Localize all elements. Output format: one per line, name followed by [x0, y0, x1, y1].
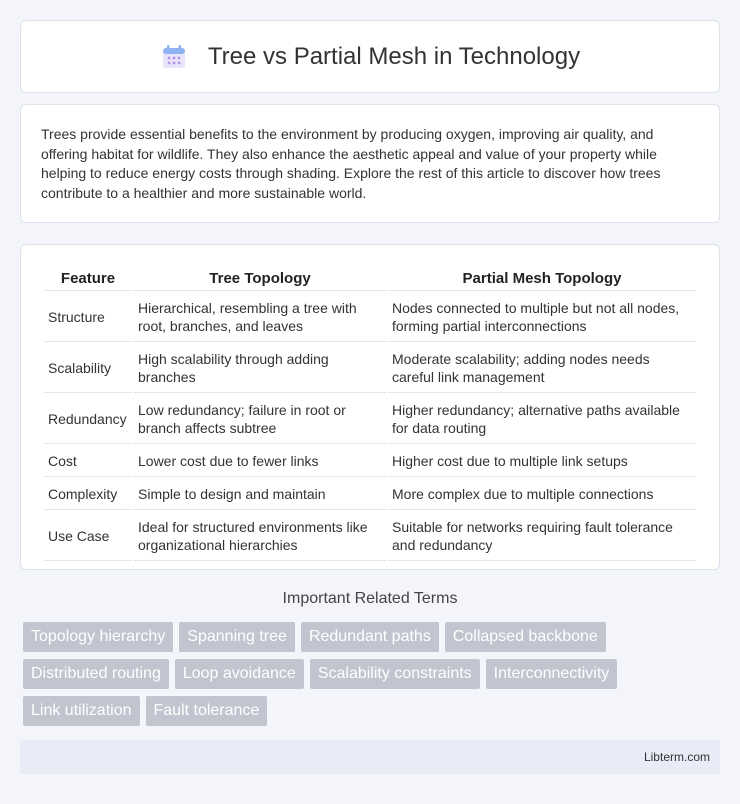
table-row: [44, 395, 696, 444]
tag-link-utilization[interactable]: Link utilization: [23, 696, 140, 726]
tag-collapsed-backbone[interactable]: Collapsed backbone: [445, 622, 606, 652]
feature-cell: Use Case: [44, 512, 132, 561]
tag-topology-hierarchy[interactable]: Topology hierarchy: [23, 622, 173, 652]
header-card: [20, 20, 720, 93]
mesh-cell: Nodes connected to multiple but not all nodes, forming partial interconnections: [388, 293, 696, 342]
feature-cell: Complexity: [44, 479, 132, 510]
page-title: Tree vs Partial Mesh in Technology: [207, 42, 581, 70]
tag-redundant-paths[interactable]: Redundant paths: [301, 622, 439, 652]
table-row: [44, 512, 696, 561]
intro-card: [20, 104, 720, 223]
tree-cell: Lower cost due to fewer links: [134, 446, 386, 477]
feature-cell: Redundancy: [44, 395, 132, 444]
column-header-partial-mesh: Partial Mesh Topology: [388, 267, 696, 291]
tree-cell: Hierarchical, resembling a tree with root, branches, and leaves: [134, 293, 386, 342]
related-terms-title: Important Related Terms: [282, 590, 458, 607]
column-header-tree: Tree Topology: [134, 267, 386, 291]
intro-text: Trees provide essential benefits to the environment by producing oxygen, improving air quality, and offering habitat for wildlife. They also enhance the aesthetic appeal and value of your property while helping to reduce energy costs through shading. Explore the rest of this article to discover how trees contribute to a healthier and more sustainable world.: [41, 126, 661, 201]
mesh-cell: More complex due to multiple connections: [388, 479, 696, 510]
tree-cell: Ideal for structured environments like organizational hierarchies: [134, 512, 386, 561]
feature-cell: Structure: [44, 293, 132, 342]
tag-spanning-tree[interactable]: Spanning tree: [179, 622, 295, 652]
footer: [20, 740, 720, 774]
tag-fault-tolerance[interactable]: Fault tolerance: [146, 696, 268, 726]
tag-loop-avoidance[interactable]: Loop avoidance: [175, 659, 304, 689]
tag-distributed-routing[interactable]: Distributed routing: [23, 659, 169, 689]
footer-brand-link[interactable]: Libterm.com: [643, 750, 710, 764]
comparison-table: [42, 265, 698, 563]
table-row: [44, 479, 696, 510]
column-header-feature: Feature: [44, 267, 132, 291]
mesh-cell: Moderate scalability; adding nodes needs careful link management: [388, 344, 696, 393]
mesh-cell: Higher cost due to multiple link setups: [388, 446, 696, 477]
table-row: [44, 446, 696, 477]
feature-cell: Scalability: [44, 344, 132, 393]
calendar-icon: [160, 43, 188, 71]
tree-cell: Simple to design and maintain: [134, 479, 386, 510]
tag-scalability-constraints[interactable]: Scalability constraints: [310, 659, 480, 689]
related-terms-list: [23, 622, 723, 733]
tree-cell: High scalability through adding branches: [134, 344, 386, 393]
feature-cell: Cost: [44, 446, 132, 477]
mesh-cell: Higher redundancy; alternative paths available for data routing: [388, 395, 696, 444]
table-row: [44, 293, 696, 342]
table-header-row: [44, 267, 696, 291]
comparison-card: [20, 244, 720, 570]
table-row: [44, 344, 696, 393]
tree-cell: Low redundancy; failure in root or branch affects subtree: [134, 395, 386, 444]
mesh-cell: Suitable for networks requiring fault tolerance and redundancy: [388, 512, 696, 561]
tag-interconnectivity[interactable]: Interconnectivity: [486, 659, 618, 689]
